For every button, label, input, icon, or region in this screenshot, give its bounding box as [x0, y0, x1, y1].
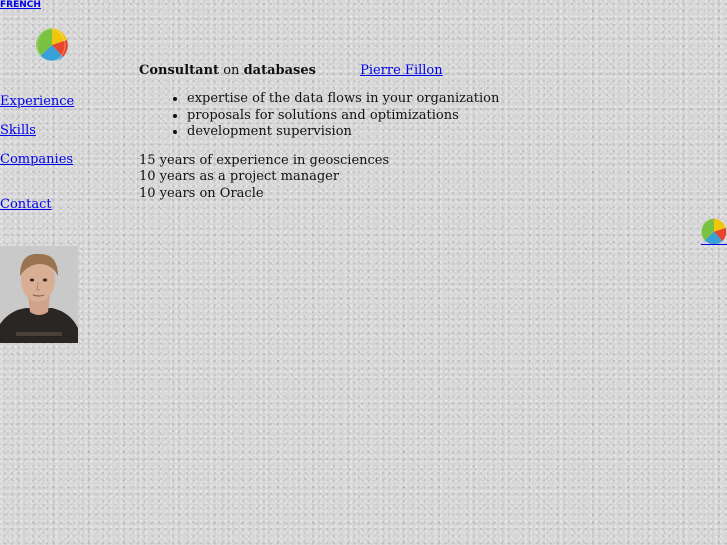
list-item: • development supervision [187, 124, 699, 141]
nav-link-skills[interactable]: Skills [0, 123, 36, 138]
fact-line: 10 years on Oracle [139, 185, 264, 201]
list-item: • expertise of the data flows in your organization [187, 91, 699, 108]
pie-logo-icon [36, 26, 68, 66]
pie-logo-icon [701, 234, 727, 249]
main-content [139, 62, 699, 202]
headline [139, 62, 699, 79]
headline-consultant: Consultant [139, 63, 220, 78]
list-item: • proposals for solutions and optimizations [187, 108, 699, 125]
portrait-photo [0, 246, 78, 343]
fact-line: 15 years of experience in geosciences [139, 152, 390, 168]
nav-link-experience[interactable]: Experience [0, 94, 75, 109]
language-link-french[interactable]: FRENCH [0, 0, 41, 10]
experience-facts [139, 153, 699, 203]
fact-line: 10 years as a project manager [139, 169, 340, 184]
skills-list [139, 91, 699, 141]
nav-link-contact[interactable]: Contact [0, 197, 52, 212]
nav-link-companies[interactable]: Companies [0, 152, 74, 167]
name-link[interactable]: Pierre Fillon [360, 63, 443, 78]
headline-on: on [223, 63, 240, 78]
corner-logo-link[interactable] [701, 217, 727, 249]
headline-databases: databases [243, 63, 316, 78]
link-underline [701, 244, 727, 245]
